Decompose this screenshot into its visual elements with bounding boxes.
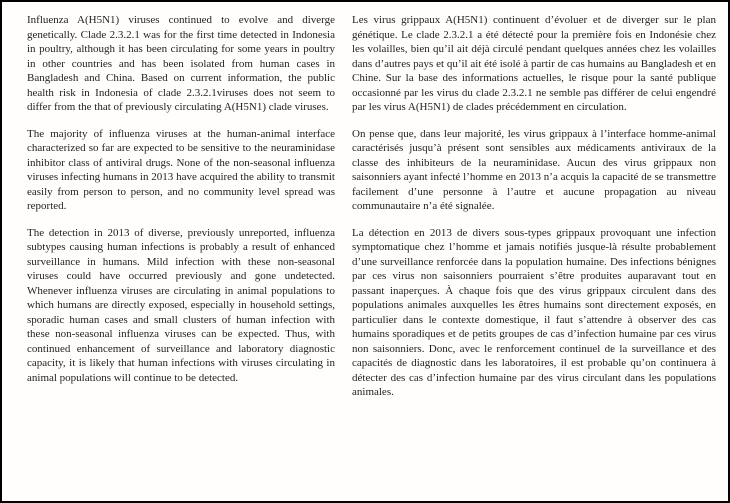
french-paragraph-3: La détection en 2013 de divers sous-types grippaux provoquant une infection symptomatique chez l’homme et jamais notifiés jusque-là résulte probablement d’une surveillance renforcée dans la population humaine. Des infections bénignes par ces virus non saisonniers pourraient s’être produites auparavant tout en passant inaperçues. À chaque fois que des virus grippaux circulent dans des populations animales auxquelles les êtres humains sont directement exposés, en particulier dans le contexte domestique, il faut s’attendre à observer des cas humains sporadiques et de petits groupes de cas d’infection humaine par ces virus non saisonniers. Donc, avec le renforcement continuel de la surveillance et des capacités de diagnostic dans les laboratoires, il est probable qu’on continuera à détecter des cas d’infection humaine par des virus circulant dans les populations animales.	[352, 226, 716, 398]
english-paragraph-3: The detection in 2013 of diverse, previously unreported, influenza subtypes causing human infections is probably a result of enhanced surveillance in humans. Mild infection with these non-seasonal viruses could have occurred previously and gone undetected. Whenever influenza viruses are circulating in animal populations to which humans are directly exposed, especially in household settings, sporadic human cases and small clusters of human infection with these non-seasonal influenza viruses can be expected. Thus, with continued enhancement of surveillance and laboratory diagnostic capacity, it is likely that human infections with viruses circulating in animal populations will continue to be detected.	[27, 226, 335, 384]
french-paragraph-2: On pense que, dans leur majorité, les virus grippaux à l’interface homme-animal caractérisés jusqu’à présent sont sensibles aux médicaments antiviraux de la classe des inhibiteurs de la neuraminidase. Aucun des virus grippaux non saisonniers ayant infecté l’homme en 2013 n’a acquis la capacité de se transmettre facilement d’une personne à l’autre et aucune propagation au niveau communautaire n’a été signalée.	[352, 127, 716, 212]
english-paragraph-2: The majority of influenza viruses at the human-animal interface characterized so far are expected to be sensitive to the neuraminidase inhibitor class of antiviral drugs. None of the non-seasonal influenza viruses infecting humans in 2013 have acquired the ability to transmit easily from person to person, and no community level spread was reported.	[27, 127, 335, 212]
two-column-text-layout	[2, 2, 728, 400]
english-paragraph-1: Influenza A(H5N1) viruses continued to evolve and diverge genetically. Clade 2.3.2.1 was for the first time detected in Indonesia in poultry, although it has been circulating for some years in poultry in other countries and has been isolated from human cases in Bangladesh and China. Based on current information, the public health risk in Indonesia of clade 2.3.2.1viruses does not seem to differ from the that of previously circulating A(H5N1) clade viruses.	[27, 14, 335, 113]
column-english	[27, 13, 335, 400]
column-french	[352, 13, 716, 400]
french-paragraph-1: Les virus grippaux A(H5N1) continuent d’évoluer et de diverger sur le plan génétique. Le clade 2.3.2.1 a été détecté pour la première fois en Indonésie chez les volailles, bien qu’il ait déjà circulé pendant quelques années chez les volailles dans d’autres pays et qu’il ait été isolé à partir de cas humains au Bangladesh et en Chine. Sur la base des informations actuelles, le risque pour la santé publique occasionné par les virus du clade 2.3.2.1 ne semble pas différer de celui engendré par les virus A(H5N1) de clades précédemment en circulation.	[352, 14, 716, 113]
